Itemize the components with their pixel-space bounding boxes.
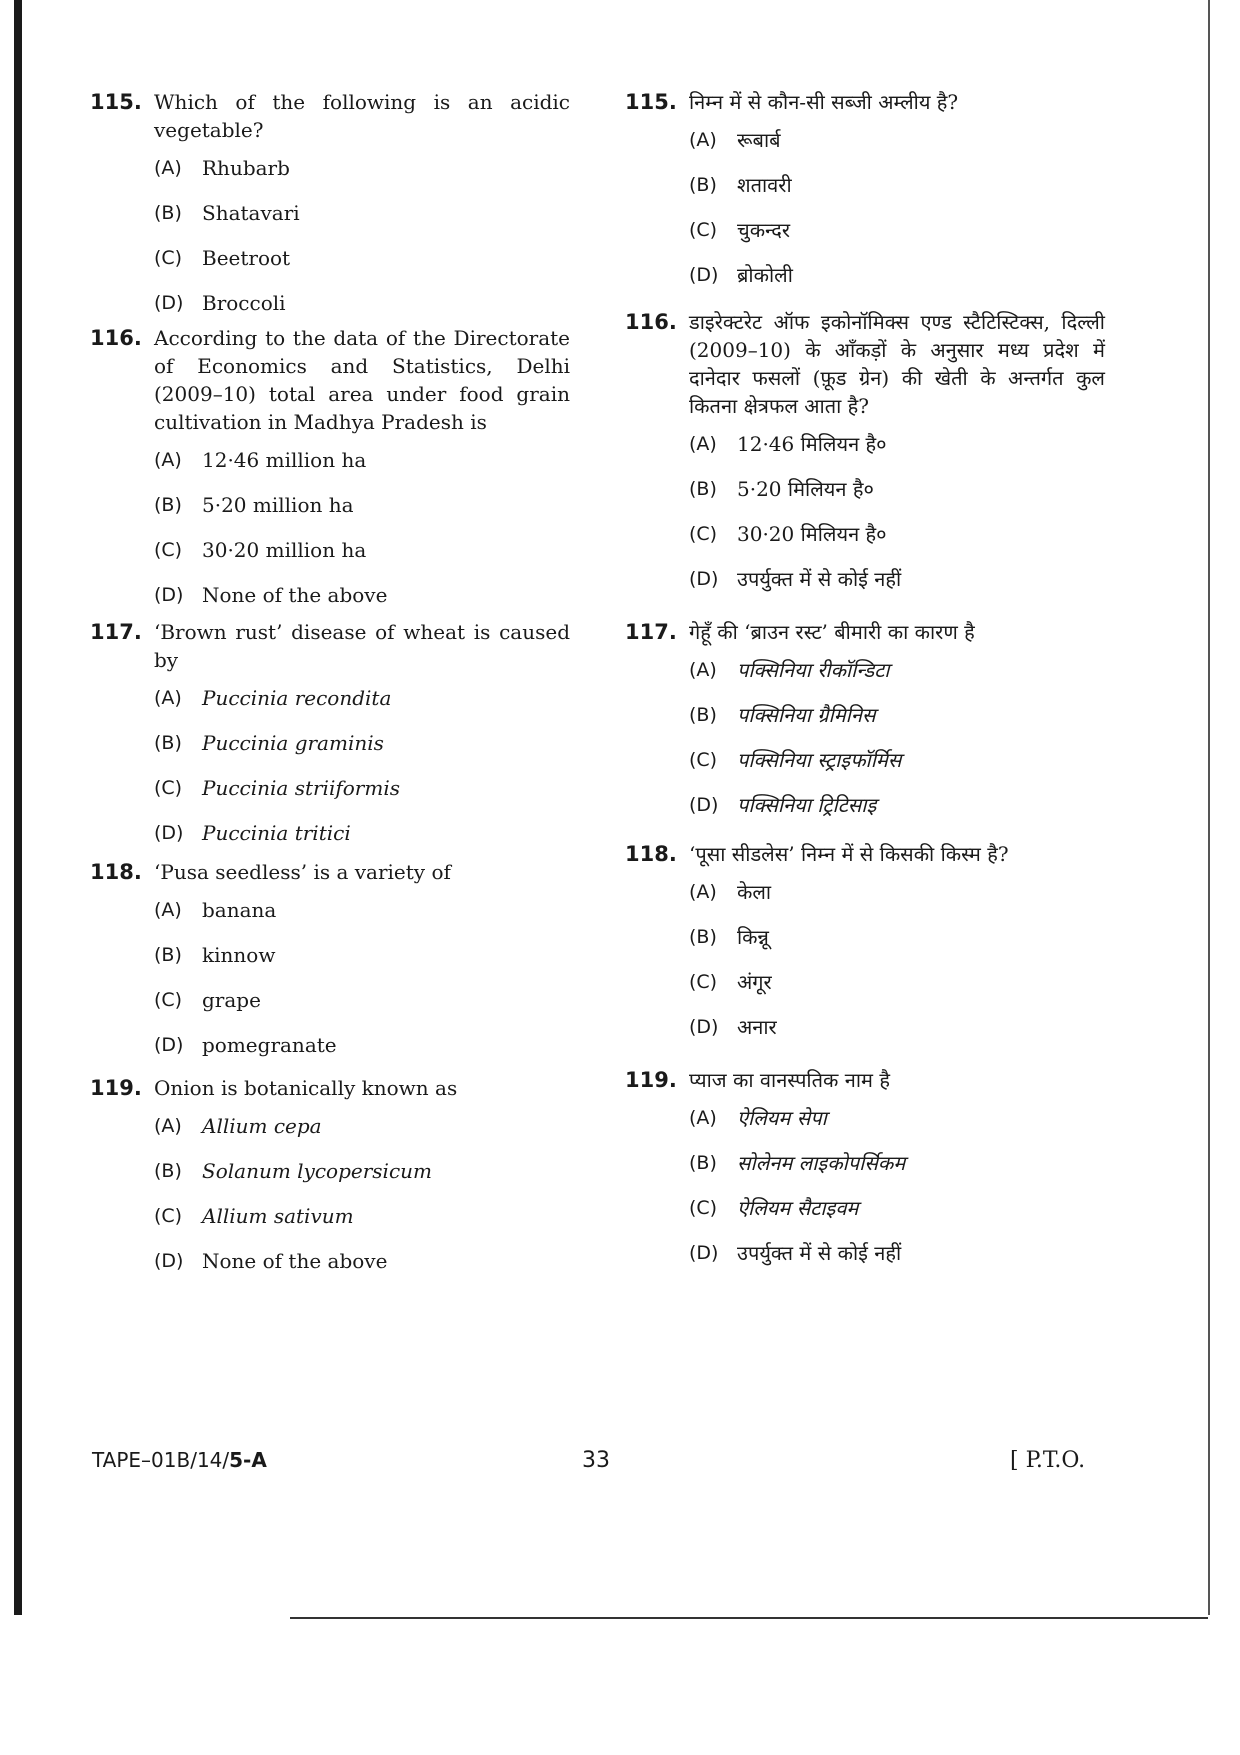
- please-turn-over: [ P.T.O.: [1010, 1448, 1086, 1473]
- question-text: गेहूँ की ‘ब्राउन रस्ट’ बीमारी का कारण है: [689, 620, 975, 644]
- question-number: 118.: [90, 860, 142, 884]
- option-d: [689, 791, 1105, 836]
- option-c: [154, 244, 570, 289]
- option-b: [154, 729, 570, 774]
- option-label: (B): [154, 732, 182, 754]
- option-label: (A): [154, 449, 182, 471]
- option-label: (B): [154, 944, 182, 966]
- option-label: (D): [154, 292, 184, 314]
- option-label: (B): [689, 1152, 717, 1174]
- options-list: [689, 126, 1105, 306]
- option-text: Beetroot: [202, 246, 291, 270]
- options-list: [154, 154, 570, 334]
- question-header: [90, 618, 570, 674]
- option-text: केला: [737, 880, 772, 904]
- option-a: [689, 878, 1105, 923]
- option-c: [154, 1202, 570, 1247]
- option-text: उपर्युक्त में से कोई नहीं: [737, 567, 902, 591]
- question-119: [90, 1074, 570, 1292]
- question-number: 115.: [625, 90, 677, 114]
- option-b: [154, 941, 570, 986]
- question-number: 117.: [90, 620, 142, 644]
- option-label: (B): [154, 202, 182, 224]
- option-label: (C): [689, 1197, 718, 1219]
- option-label: (A): [154, 157, 182, 179]
- option-c: [689, 746, 1105, 791]
- question-header: [625, 308, 1105, 420]
- option-label: (C): [689, 749, 718, 771]
- options-list: [154, 684, 570, 864]
- options-list: [689, 656, 1105, 836]
- option-b: [689, 701, 1105, 746]
- question-header: [90, 88, 570, 144]
- question-number: 115.: [90, 90, 142, 114]
- option-label: (D): [689, 1242, 719, 1264]
- option-text: pomegranate: [202, 1033, 337, 1057]
- scan-bottom-edge: [290, 1617, 1208, 1619]
- option-text: Puccinia graminis: [202, 731, 384, 755]
- option-label: (C): [689, 523, 718, 545]
- option-text: Solanum lycopersicum: [202, 1159, 432, 1183]
- question-118: [625, 840, 1105, 1058]
- option-text: None of the above: [202, 1249, 388, 1273]
- option-a: [154, 684, 570, 729]
- question-116: [625, 308, 1105, 610]
- options-list: [154, 446, 570, 626]
- question-text: ‘Pusa seedless’ is a variety of: [154, 860, 451, 884]
- option-label: (D): [689, 794, 719, 816]
- option-text: Puccinia tritici: [202, 821, 351, 845]
- option-a: [154, 446, 570, 491]
- option-label: (A): [154, 687, 182, 709]
- option-label: (D): [154, 1034, 184, 1056]
- option-text: 30·20 million ha: [202, 538, 367, 562]
- option-label: (A): [154, 899, 182, 921]
- option-text: अनार: [737, 1015, 777, 1039]
- question-header: [90, 858, 570, 886]
- option-a: [689, 1104, 1105, 1149]
- question-number: 116.: [90, 326, 142, 350]
- option-label: (D): [154, 1250, 184, 1272]
- option-b: [689, 923, 1105, 968]
- option-label: (C): [154, 989, 183, 1011]
- option-d: [689, 565, 1105, 610]
- question-header: [625, 840, 1105, 868]
- question-117: [90, 618, 570, 864]
- option-label: (D): [154, 584, 184, 606]
- option-d: [689, 1013, 1105, 1058]
- option-text: चुकन्दर: [737, 218, 791, 242]
- question-header: [625, 88, 1105, 116]
- option-label: (B): [154, 494, 182, 516]
- question-117: [625, 618, 1105, 836]
- option-c: [689, 520, 1105, 565]
- option-text: Shatavari: [202, 201, 300, 225]
- option-text: किन्नू: [737, 925, 769, 949]
- option-label: (A): [689, 1107, 717, 1129]
- question-number: 117.: [625, 620, 677, 644]
- question-115: [625, 88, 1105, 306]
- option-label: (B): [689, 174, 717, 196]
- option-text: grape: [202, 988, 261, 1012]
- option-label: (A): [689, 659, 717, 681]
- question-text: According to the data of the Directorate of Economics and Statistics, Delhi (2009–10) total area under food grain cultivation in Madhya Pradesh is: [154, 326, 570, 434]
- question-header: [625, 618, 1105, 646]
- question-text: ‘पूसा सीडलेस’ निम्न में से किसकी किस्म है?: [689, 842, 1009, 866]
- option-text: Allium sativum: [202, 1204, 354, 1228]
- option-label: (D): [154, 822, 184, 844]
- question-116: [90, 324, 570, 626]
- option-a: [689, 126, 1105, 171]
- question-text: डाइरेक्टरेट ऑफ इकोनॉमिक्स एण्ड स्टैटिस्टिक्स, दिल्ली (2009–10) के आँकड़ों के अनुसार मध्य प्रदेश में दानेदार फसलों (फ़ूड ग्रेन) की खेती के अन्तर्गत कुल कितना क्षेत्रफल आता है?: [689, 310, 1105, 418]
- option-b: [154, 199, 570, 244]
- option-text: 12·46 million ha: [202, 448, 367, 472]
- scan-right-edge: [1208, 0, 1210, 1615]
- question-text: ‘Brown rust’ disease of wheat is caused by: [154, 620, 570, 672]
- option-label: (C): [689, 971, 718, 993]
- question-number: 118.: [625, 842, 677, 866]
- options-list: [689, 430, 1105, 610]
- page-number: 33: [582, 1448, 610, 1473]
- option-b: [154, 491, 570, 536]
- scan-left-edge: [14, 0, 22, 1615]
- option-label: (C): [154, 777, 183, 799]
- option-text: ऐलियम सैटाइवम: [737, 1196, 859, 1220]
- option-b: [689, 171, 1105, 216]
- option-c: [689, 1194, 1105, 1239]
- option-a: [154, 1112, 570, 1157]
- option-label: (A): [689, 129, 717, 151]
- option-c: [689, 216, 1105, 261]
- option-text: पक्सिनिया ग्रैमिनिस: [737, 703, 876, 727]
- option-label: (C): [154, 1205, 183, 1227]
- option-label: (C): [154, 247, 183, 269]
- option-text: banana: [202, 898, 277, 922]
- option-a: [689, 656, 1105, 701]
- option-text: उपर्युक्त में से कोई नहीं: [737, 1241, 902, 1265]
- question-text: निम्न में से कौन-सी सब्जी अम्लीय है?: [689, 90, 959, 114]
- option-d: [154, 1031, 570, 1076]
- option-c: [154, 986, 570, 1031]
- options-list: [154, 896, 570, 1076]
- option-d: [689, 1239, 1105, 1284]
- options-list: [154, 1112, 570, 1292]
- question-number: 116.: [625, 310, 677, 334]
- option-label: (D): [689, 264, 719, 286]
- option-a: [154, 154, 570, 199]
- option-text: 12·46 मिलियन है०: [737, 432, 887, 456]
- paper-code: TAPE–01B/14/5-A: [92, 1448, 267, 1472]
- option-a: [689, 430, 1105, 475]
- option-a: [154, 896, 570, 941]
- option-text: Rhubarb: [202, 156, 290, 180]
- option-text: अंगूर: [737, 970, 772, 994]
- option-label: (A): [689, 433, 717, 455]
- option-text: 5·20 मिलियन है०: [737, 477, 874, 501]
- option-text: Puccinia recondita: [202, 686, 392, 710]
- option-text: शतावरी: [737, 173, 792, 197]
- option-label: (B): [689, 926, 717, 948]
- option-text: Puccinia striiformis: [202, 776, 400, 800]
- option-label: (D): [689, 568, 719, 590]
- question-text: Onion is botanically known as: [154, 1076, 458, 1100]
- option-text: सोलेनम लाइकोपर्सिकम: [737, 1151, 906, 1175]
- question-115: [90, 88, 570, 334]
- option-text: पक्सिनिया रीकॉन्डिटा: [737, 658, 890, 682]
- option-text: None of the above: [202, 583, 388, 607]
- option-label: (D): [689, 1016, 719, 1038]
- question-text: प्याज का वानस्पतिक नाम है: [689, 1068, 890, 1092]
- option-label: (B): [154, 1160, 182, 1182]
- option-text: 5·20 million ha: [202, 493, 354, 517]
- option-label: (C): [154, 539, 183, 561]
- question-number: 119.: [90, 1076, 142, 1100]
- option-text: पक्सिनिया स्ट्राइफॉर्मिस: [737, 748, 902, 772]
- options-list: [689, 1104, 1105, 1284]
- option-c: [154, 774, 570, 819]
- option-b: [689, 1149, 1105, 1194]
- option-text: पक्सिनिया ट्रिटिसाइ: [737, 793, 877, 817]
- option-label: (A): [154, 1115, 182, 1137]
- option-text: रूबार्ब: [737, 128, 781, 152]
- question-118: [90, 858, 570, 1076]
- question-119: [625, 1066, 1105, 1284]
- option-label: (B): [689, 478, 717, 500]
- option-b: [689, 475, 1105, 520]
- option-text: ऐलियम सेपा: [737, 1106, 827, 1130]
- question-number: 119.: [625, 1068, 677, 1092]
- option-label: (A): [689, 881, 717, 903]
- question-header: [90, 324, 570, 436]
- option-text: kinnow: [202, 943, 276, 967]
- option-label: (B): [689, 704, 717, 726]
- question-header: [625, 1066, 1105, 1094]
- question-text: Which of the following is an acidic vegetable?: [154, 90, 570, 142]
- option-b: [154, 1157, 570, 1202]
- option-text: Broccoli: [202, 291, 286, 315]
- option-text: ब्रोकोली: [737, 263, 793, 287]
- option-d: [689, 261, 1105, 306]
- option-d: [154, 1247, 570, 1292]
- question-header: [90, 1074, 570, 1102]
- option-c: [154, 536, 570, 581]
- option-text: 30·20 मिलियन है०: [737, 522, 887, 546]
- option-label: (C): [689, 219, 718, 241]
- option-text: Allium cepa: [202, 1114, 322, 1138]
- options-list: [689, 878, 1105, 1058]
- option-c: [689, 968, 1105, 1013]
